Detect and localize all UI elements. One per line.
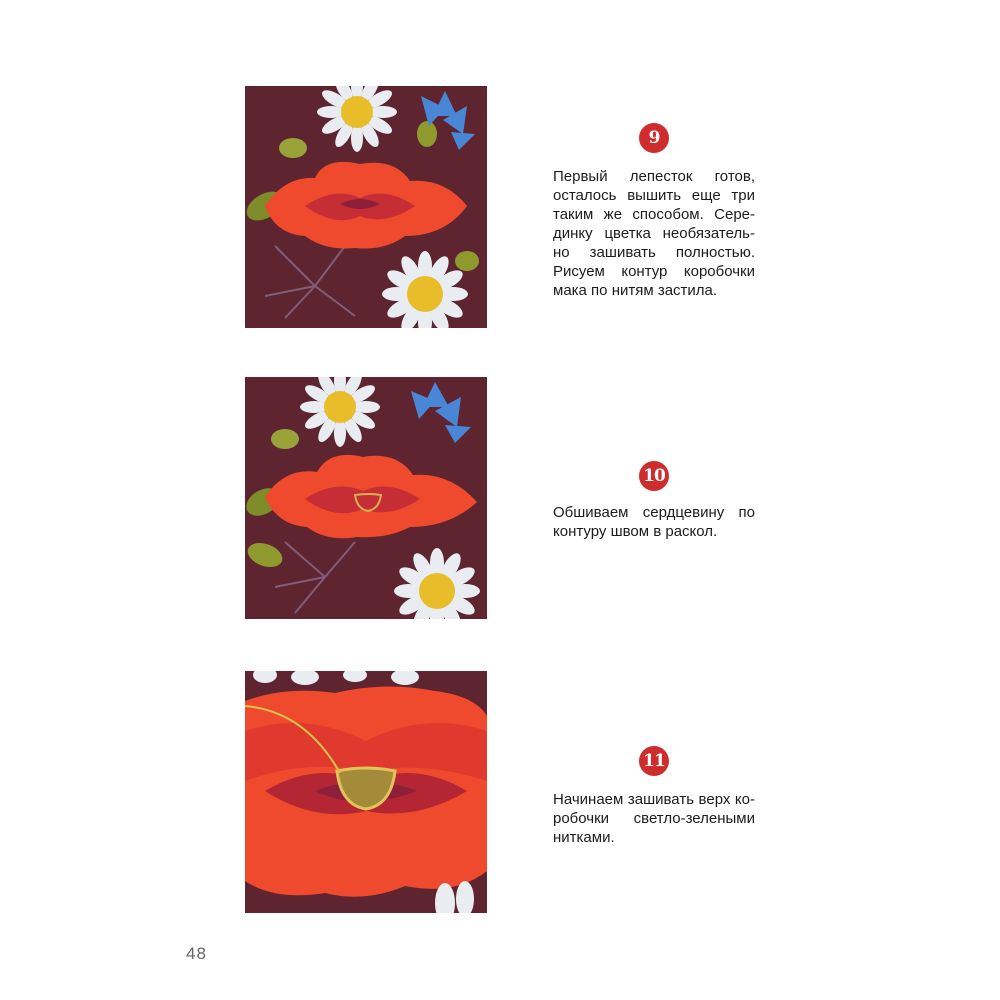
step-description: [553, 790, 755, 847]
text-line: мака по нитям застила.: [553, 282, 718, 299]
page-number: 48: [186, 944, 207, 963]
text-line: динку цветка необязатель-: [553, 225, 755, 242]
embroidery-photo-step-11: [245, 671, 487, 913]
text-line: Первый лепесток готов,: [553, 168, 755, 185]
embroidery-photo-step-9: [245, 86, 487, 328]
step-description: [553, 167, 755, 300]
step-description: [553, 503, 755, 541]
text-line: таким же способом. Сере-: [553, 206, 755, 223]
text-line: робочки светло-зелеными: [553, 810, 755, 827]
step-number-badge: 10: [639, 461, 669, 491]
text-line: но зашивать полностью.: [553, 244, 755, 261]
text-line: контуру швом в раскол.: [553, 523, 718, 540]
text-line: осталось вышить еще три: [553, 187, 755, 204]
text-line: Обшиваем сердцевину по: [553, 504, 755, 521]
embroidery-photo-step-10: [245, 377, 487, 619]
step-number-badge: 9: [639, 123, 669, 153]
text-line: Начинаем зашивать верх ко-: [553, 791, 755, 808]
text-line: нитками.: [553, 829, 615, 846]
text-line: Рисуем контур коробочки: [553, 263, 755, 280]
step-number-badge: 11: [639, 746, 669, 776]
